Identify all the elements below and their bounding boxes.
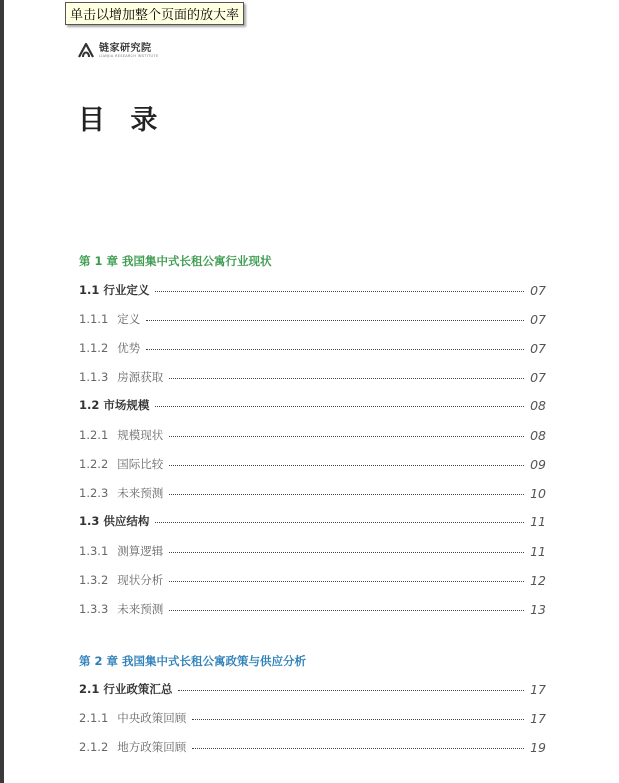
lianjia-logo-icon: [76, 41, 96, 61]
dot-leader: [178, 690, 524, 691]
dot-leader: [155, 522, 524, 523]
toc-entry[interactable]: 1.3.3 未来预测 13: [79, 601, 546, 617]
toc-entry[interactable]: 1.1.3 房源获取 07: [79, 369, 546, 385]
page-number: 07: [530, 340, 546, 356]
toc-entry[interactable]: 1.1 行业定义 07: [79, 282, 546, 298]
toc-entry[interactable]: 1.1.2 优势 07: [79, 340, 546, 356]
page-number: 08: [530, 427, 546, 443]
page-number: 11: [530, 513, 546, 529]
logo-text: 链家研究院: [99, 42, 152, 54]
page-number: 11: [530, 543, 546, 559]
page-number: 09: [530, 456, 546, 472]
page-number: 12: [530, 572, 546, 588]
toc-entry[interactable]: 1.3.1 测算逻辑 11: [79, 543, 546, 559]
page-number: 07: [530, 369, 546, 385]
page-number: 07: [530, 311, 546, 327]
toc-entry[interactable]: 2.1.1 中央政策回顾 17: [79, 710, 546, 726]
page-number: 08: [530, 397, 546, 413]
dot-leader: [169, 436, 524, 437]
dot-leader: [146, 320, 524, 321]
dot-leader: [155, 291, 524, 292]
page-number: 10: [530, 485, 546, 501]
toc-entry[interactable]: 1.3 供应结构 11: [79, 513, 546, 529]
page-number: 17: [530, 681, 546, 697]
toc-entry[interactable]: 1.2.3 未来预测 10: [79, 485, 546, 501]
toc-entry[interactable]: 1.2.1 规模现状 08: [79, 427, 546, 443]
dot-leader: [192, 748, 524, 749]
dot-leader: [169, 378, 524, 379]
toc-entry[interactable]: 1.1.1 定义 07: [79, 311, 546, 327]
page-title: 目 录: [78, 105, 166, 136]
zoom-tooltip: 单击以增加整个页面的放大率: [65, 2, 244, 25]
dot-leader: [169, 552, 524, 553]
toc-entry[interactable]: 1.3.2 现状分析 12: [79, 572, 546, 588]
viewer-left-edge: [0, 0, 4, 783]
dot-leader: [169, 610, 524, 611]
lianjia-logo: [76, 40, 158, 62]
page-number: 13: [530, 601, 546, 617]
dot-leader: [169, 581, 524, 582]
dot-leader: [192, 719, 524, 720]
chapter-heading-1[interactable]: 第 1 章 我国集中式长租公寓行业现状: [79, 254, 272, 268]
dot-leader: [155, 406, 524, 407]
page-number: 07: [530, 282, 546, 298]
page-number: 19: [530, 739, 546, 755]
toc-entry[interactable]: 1.2.2 国际比较 09: [79, 456, 546, 472]
dot-leader: [146, 349, 524, 350]
toc-entry[interactable]: 2.1.2 地方政策回顾 19: [79, 739, 546, 755]
page-number: 17: [530, 710, 546, 726]
chapter-heading-2[interactable]: 第 2 章 我国集中式长租公寓政策与供应分析: [79, 654, 307, 668]
dot-leader: [169, 494, 524, 495]
toc-entry[interactable]: 1.2 市场规模 08: [79, 397, 546, 413]
toc-entry[interactable]: 2.1 行业政策汇总 17: [79, 681, 546, 697]
dot-leader: [169, 465, 524, 466]
logo-subtext: LIANJIA RESEARCH INSTITUTE: [99, 53, 159, 58]
